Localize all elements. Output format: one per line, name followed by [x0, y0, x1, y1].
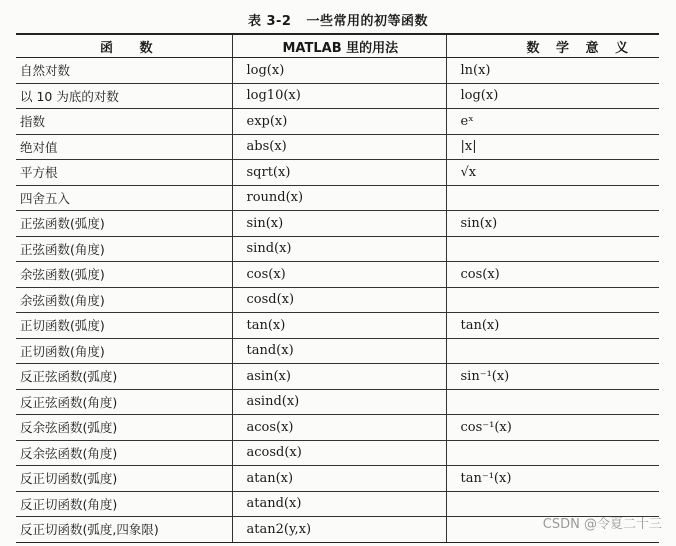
header-matlab-usage: MATLAB 里的用法 — [232, 34, 446, 58]
matlab-usage-cell: asind(x) — [232, 389, 446, 415]
function-name-cell: 余弦函数(弧度) — [16, 262, 232, 288]
matlab-usage-cell: tan(x) — [232, 313, 446, 339]
math-meaning-cell: log(x) — [446, 83, 659, 109]
function-name-cell: 反正弦函数(弧度) — [16, 364, 232, 390]
matlab-usage-cell: atan(x) — [232, 466, 446, 492]
matlab-usage-cell: sin(x) — [232, 211, 446, 237]
math-meaning-cell: eˣ — [446, 109, 659, 135]
table-number: 表 3-2 — [247, 14, 292, 29]
function-name-cell: 正弦函数(弧度) — [16, 211, 232, 237]
table-row — [16, 185, 659, 211]
table-row — [16, 134, 659, 160]
functions-table — [16, 33, 659, 543]
math-meaning-cell: sin(x) — [446, 211, 659, 237]
table-row — [16, 338, 659, 364]
function-name-cell: 自然对数 — [16, 58, 232, 84]
header-row — [16, 34, 659, 58]
matlab-usage-cell: abs(x) — [232, 134, 446, 160]
matlab-usage-cell: log10(x) — [232, 83, 446, 109]
math-meaning-cell: tan⁻¹(x) — [446, 466, 659, 492]
function-name-cell: 反正切函数(弧度) — [16, 466, 232, 492]
function-name-cell: 正切函数(弧度) — [16, 313, 232, 339]
table-row — [16, 211, 659, 237]
matlab-usage-cell: atand(x) — [232, 491, 446, 517]
table-caption — [0, 10, 676, 29]
table-row — [16, 313, 659, 339]
table-row — [16, 262, 659, 288]
table-row — [16, 415, 659, 441]
function-name-cell: 以 10 为底的对数 — [16, 83, 232, 109]
function-name-cell: 平方根 — [16, 160, 232, 186]
watermark: CSDN @令夏二十三 — [542, 517, 662, 532]
matlab-usage-cell: asin(x) — [232, 364, 446, 390]
math-meaning-cell — [446, 338, 659, 364]
math-meaning-cell — [446, 287, 659, 313]
math-meaning-cell: √x — [446, 160, 659, 186]
matlab-usage-cell: exp(x) — [232, 109, 446, 135]
table-row — [16, 58, 659, 84]
math-meaning-cell: cos⁻¹(x) — [446, 415, 659, 441]
matlab-usage-cell: atan2(y,x) — [232, 517, 446, 543]
function-name-cell: 余弦函数(角度) — [16, 287, 232, 313]
math-meaning-cell: sin⁻¹(x) — [446, 364, 659, 390]
table-row — [16, 83, 659, 109]
function-name-cell: 四舍五入 — [16, 185, 232, 211]
table-row — [16, 160, 659, 186]
table-row — [16, 287, 659, 313]
math-meaning-cell — [446, 440, 659, 466]
math-meaning-cell: cos(x) — [446, 262, 659, 288]
function-name-cell: 反余弦函数(弧度) — [16, 415, 232, 441]
function-name-cell: 正弦函数(角度) — [16, 236, 232, 262]
matlab-usage-cell: cos(x) — [232, 262, 446, 288]
function-name-cell: 反正切函数(角度) — [16, 491, 232, 517]
matlab-usage-cell: acos(x) — [232, 415, 446, 441]
matlab-usage-cell: sqrt(x) — [232, 160, 446, 186]
math-meaning-cell: |x| — [446, 134, 659, 160]
header-math-meaning: 数 学 意 义 — [446, 34, 659, 58]
table-row — [16, 109, 659, 135]
function-name-cell: 反正弦函数(角度) — [16, 389, 232, 415]
table-row — [16, 440, 659, 466]
function-name-cell: 反余弦函数(角度) — [16, 440, 232, 466]
table-row — [16, 466, 659, 492]
math-meaning-cell — [446, 389, 659, 415]
function-name-cell: 绝对值 — [16, 134, 232, 160]
matlab-usage-cell: round(x) — [232, 185, 446, 211]
matlab-usage-cell: tand(x) — [232, 338, 446, 364]
math-meaning-cell: ln(x) — [446, 58, 659, 84]
table-row — [16, 236, 659, 262]
table-row — [16, 364, 659, 390]
table-row — [16, 389, 659, 415]
matlab-usage-cell: cosd(x) — [232, 287, 446, 313]
function-name-cell: 指数 — [16, 109, 232, 135]
function-name-cell: 反正切函数(弧度,四象限) — [16, 517, 232, 543]
matlab-usage-cell: sind(x) — [232, 236, 446, 262]
table-title: 一些常用的初等函数 — [306, 14, 429, 29]
matlab-usage-cell: acosd(x) — [232, 440, 446, 466]
math-meaning-cell: tan(x) — [446, 313, 659, 339]
function-name-cell: 正切函数(角度) — [16, 338, 232, 364]
math-meaning-cell — [446, 185, 659, 211]
header-function: 函 数 — [16, 34, 232, 58]
matlab-usage-cell: log(x) — [232, 58, 446, 84]
math-meaning-cell — [446, 236, 659, 262]
